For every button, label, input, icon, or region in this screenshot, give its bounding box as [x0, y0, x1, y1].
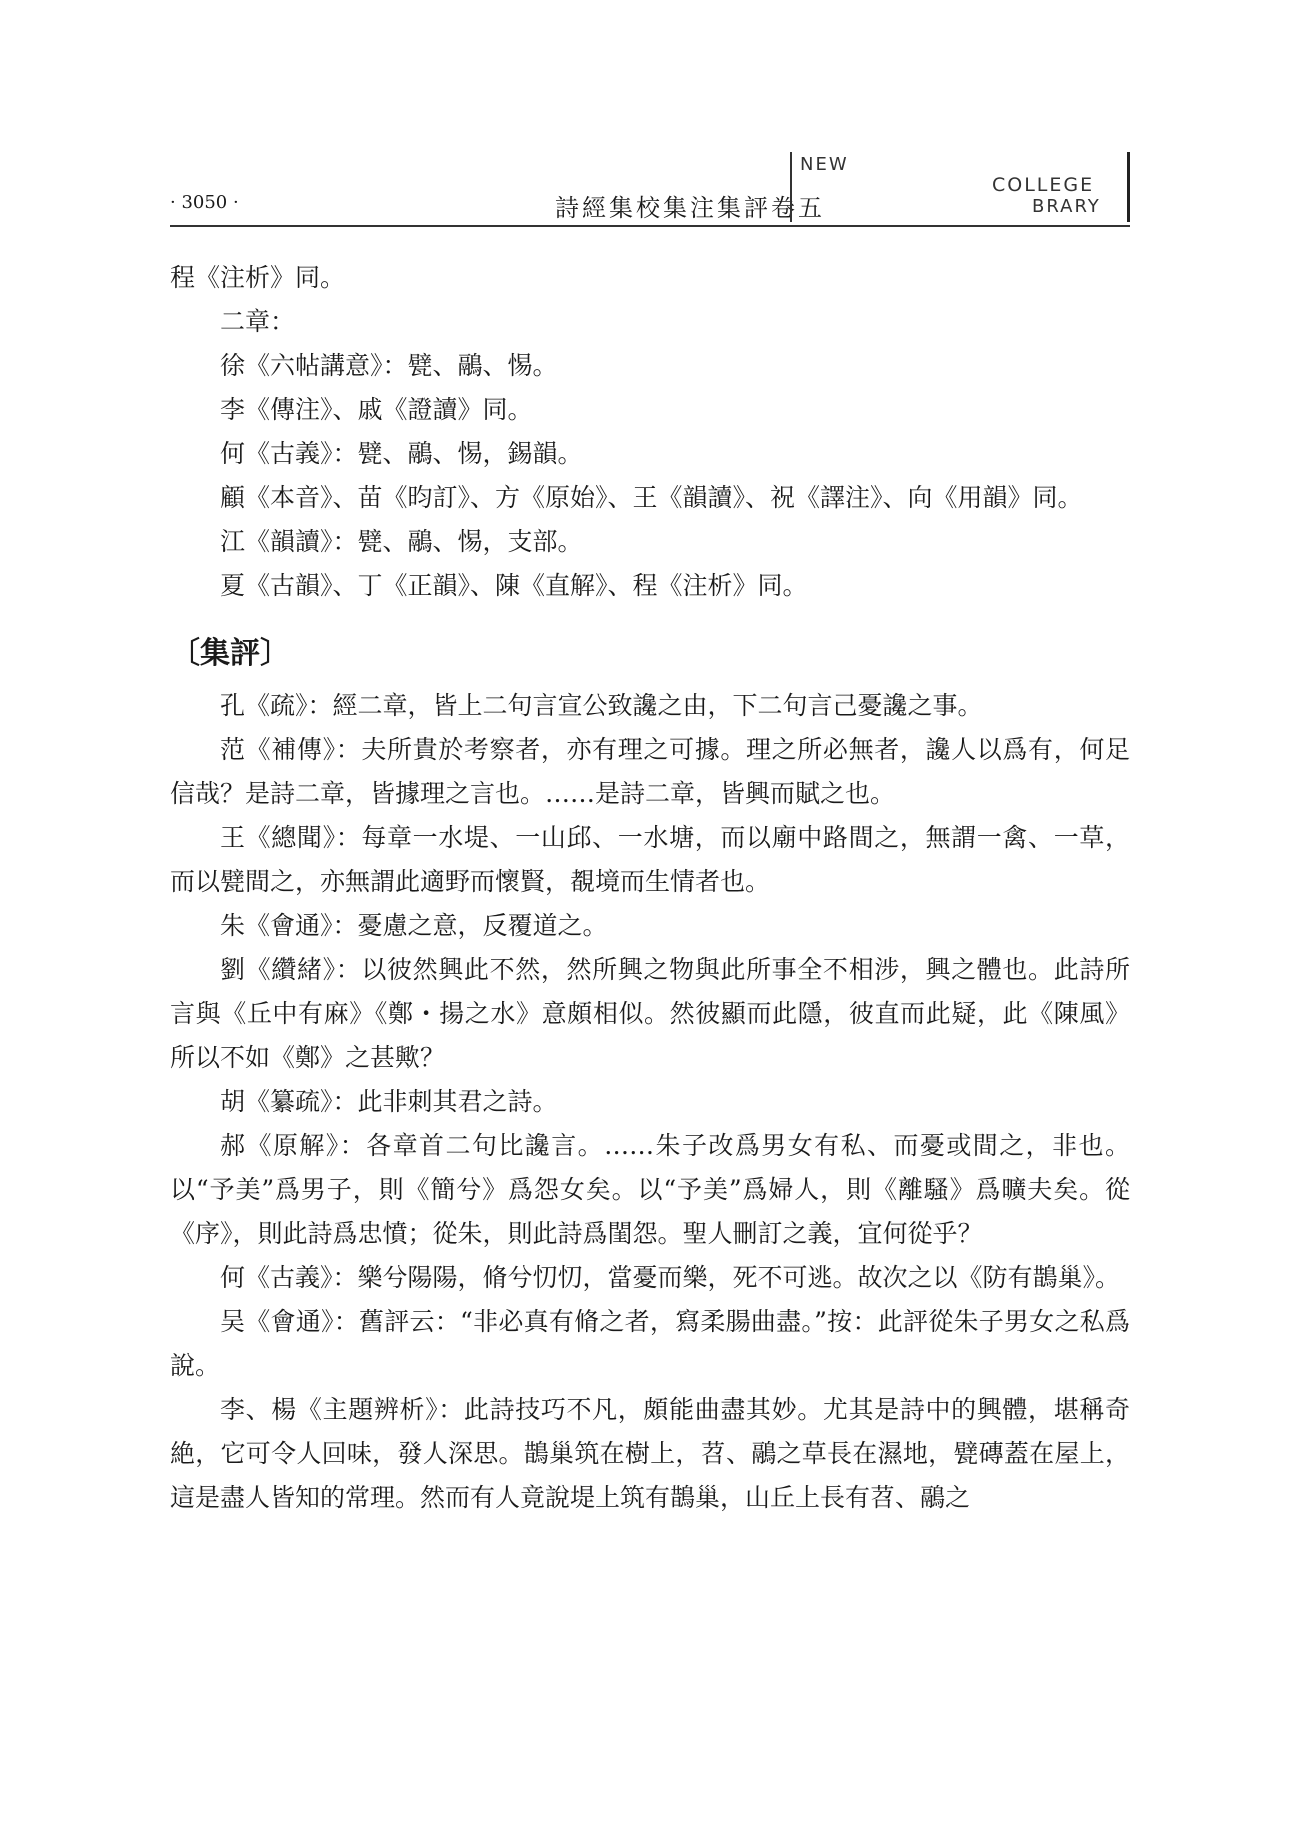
rhyme-line: 程《注析》同。: [170, 263, 346, 292]
commentary-paragraph: 劉《纘緒》：以彼然興此不然，然所興之物與此所事全不相涉，興之體也。此詩所言與《丘中有麻》《鄭・揚之水》意頗相似。然彼顯而此隱，彼直而此疑，此《陳風》所以不如《鄭》之甚歟？: [170, 955, 1130, 1072]
rhyme-line: 夏《古韻》、丁《正韻》、陳《直解》、程《注析》同。: [220, 571, 808, 600]
stamp-line-3: BRARY: [1032, 196, 1101, 217]
rhyme-line: 顧《本音》、苗《昀訂》、方《原始》、王《韻讀》、祝《譯注》、向《用韻》同。: [220, 483, 1083, 512]
section-title-jiping: 〔集評〕: [170, 636, 290, 671]
commentary-paragraph: 吴《會通》：舊評云：“非必真有脩之者，寫柔腸曲盡。”按：此評從朱子男女之私爲說。: [170, 1307, 1130, 1380]
commentary-paragraph: 李、楊《主題辨析》：此詩技巧不凡，頗能曲盡其妙。尤其是詩中的興體，堪稱奇絶，它可令人回味，發人深思。鵲巢筑在樹上，苕、鷊之草長在濕地，甓磚蓋在屋上，這是盡人皆知的常理。然而有人竟說堤上筑有鵲巢，山丘上長有苕、鷊之: [170, 1395, 1130, 1512]
commentary-paragraph: 郝《原解》：各章首二句比讒言。……朱子改爲男女有私、而憂或間之，非也。以“予美”爲男子，則《簡兮》爲怨女矣。以“予美”爲婦人，則《離騷》爲曠夫矣。從《序》，則此詩爲忠憤；從朱，則此詩爲閨怨。聖人刪訂之義，宜何從乎？: [170, 1131, 1130, 1248]
rhyme-line: 何《古義》：甓、鷊、惕，錫韻。: [220, 439, 583, 468]
library-stamp: [790, 152, 1130, 222]
rhyme-line: 江《韻讀》：甓、鷊、惕，支部。: [220, 527, 583, 556]
rhyme-line: 二章：: [220, 307, 296, 336]
commentary-paragraph: 范《補傳》：夫所貴於考察者，亦有理之可據。理之所必無者，讒人以爲有，何足信哉？是詩二章，皆據理之言也。……是詩二章，皆興而賦之也。: [170, 735, 1130, 808]
page-number: · 3050 ·: [170, 192, 239, 213]
commentary-paragraph: 孔《疏》：經二章，皆上二句言宣公致讒之由，下二句言己憂讒之事。: [220, 691, 983, 720]
stamp-line-1: NEW: [800, 154, 849, 175]
rhyme-notes: [170, 256, 1130, 608]
commentary-paragraph: 朱《會通》：憂慮之意，反覆道之。: [220, 911, 608, 940]
commentary-paragraph: 王《總聞》：每章一水堤、一山邱、一水塘，而以廟中路間之，無謂一禽、一草，而以甓間之，亦無謂此適野而懷賢，覩境而生情者也。: [170, 823, 1130, 896]
commentary: [170, 684, 1130, 1520]
commentary-paragraph: 胡《纂疏》：此非刺其君之詩。: [220, 1087, 558, 1116]
header-rule: [170, 225, 1130, 227]
running-title: 詩經集校集注集評卷五: [555, 194, 825, 222]
rhyme-line: 李《傳注》、戚《證讀》同。: [220, 395, 533, 424]
rhyme-line: 徐《六帖講意》：甓、鷊、惕。: [220, 351, 558, 380]
commentary-paragraph: 何《古義》：樂兮陽陽，脩兮忉忉，當憂而樂，死不可逃。故次之以《防有鵲巢》。: [220, 1263, 1121, 1292]
stamp-line-2: COLLEGE: [992, 174, 1095, 196]
page-body: [170, 256, 1130, 1520]
